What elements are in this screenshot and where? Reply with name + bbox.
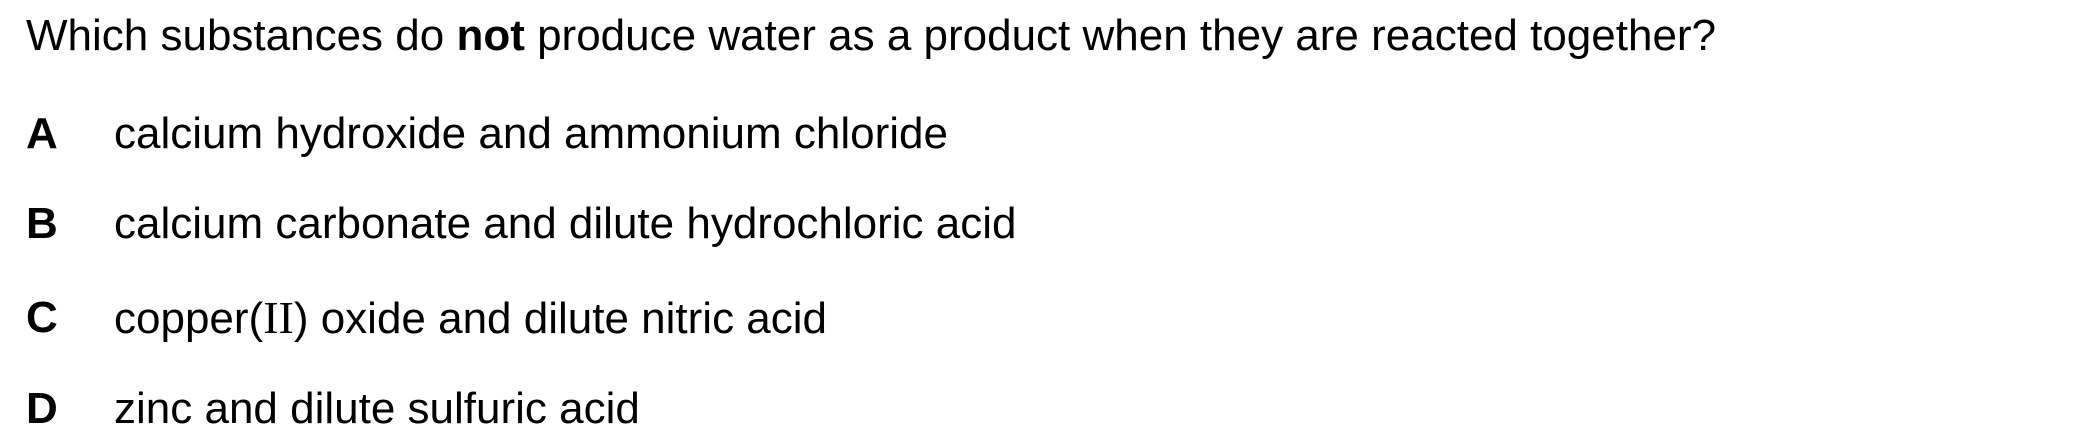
question-text-before: Which substances do xyxy=(26,11,457,60)
option-text xyxy=(114,288,827,349)
option-letter: D xyxy=(26,384,58,433)
option-letter: A xyxy=(26,109,58,158)
option-letter: C xyxy=(26,293,58,342)
option-text-after: ) oxide and dilute nitric acid xyxy=(293,294,828,343)
option-text: zinc and dilute sulfuric acid xyxy=(114,384,640,433)
question-emphasis: not xyxy=(456,11,525,60)
question-text-after: produce water as a product when they are reacted together? xyxy=(524,11,1717,60)
roman-numeral: II xyxy=(263,292,294,343)
option-letter: B xyxy=(26,199,58,248)
question-stem xyxy=(26,8,1716,64)
option-text-before: copper( xyxy=(114,294,264,343)
option-text: calcium hydroxide and ammonium chloride xyxy=(114,109,948,158)
option-text: calcium carbonate and dilute hydrochloric acid xyxy=(114,199,1017,248)
